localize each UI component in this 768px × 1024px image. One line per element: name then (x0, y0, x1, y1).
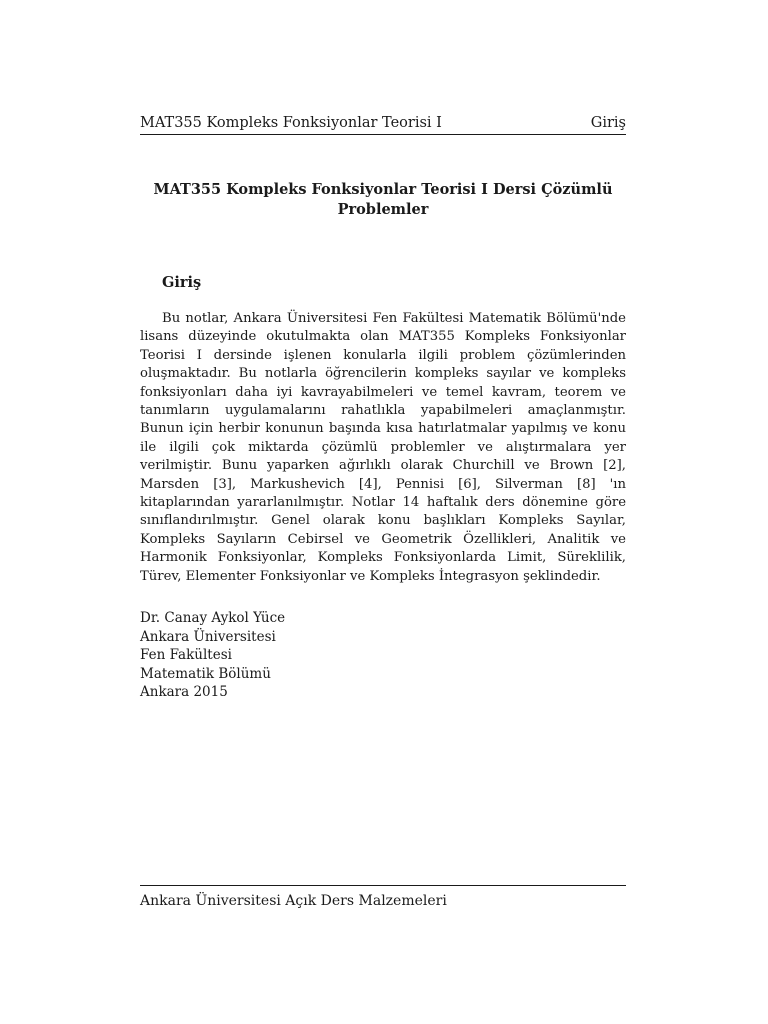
intro-paragraph: Bu notlar, Ankara Üniversitesi Fen Fakültesi Matematik Bölümü'nde lisans düzeyinde okutulmakta olan MAT355 Kompleks Fonksiyonlar Teorisi I dersinde işlenen konularla ilgili problem çözümlerinden oluşmaktadır. Bu notlarla öğrencilerin kompleks sayılar ve kompleks fonksiyonları daha iyi kavrayabilmeleri ve temel kavram, teorem ve tanımların uygulamalarını rahatlıkla yapabilmeleri amaçlanmıştır. Bunun için herbir konunun başında kısa hatırlatmalar yapılmış ve konu ile ilgili çok miktarda çözümlü problemler ve alıştırmalara yer verilmiştir. Bunu yaparken ağırlıklı olarak Churchill ve Brown [2], Marsden [3], Markushevich [4], Pennisi [6], Silverman [8] 'ın kitaplarından yararlanılmıştır. Notlar 14 haftalık ders dönemine göre sınıflandırılmıştır. Genel olarak konu başlıkları Kompleks Sayılar, Kompleks Sayıların Cebirsel ve Geometrik Özellikleri, Analitik ve Harmonik Fonksiyonlar, Kompleks Fonksiyonlarda Limit, Süreklilik, Türev, Elementer Fonksiyonlar ve Kompleks İntegrasyon şeklindedir. (140, 311, 626, 584)
document-title-line-1: MAT355 Kompleks Fonksiyonlar Teorisi I Dersi Çözümlü (153, 181, 613, 198)
author-faculty: Fen Fakültesi (140, 647, 232, 664)
footer-rule (140, 885, 626, 886)
running-header (140, 114, 626, 132)
header-rule (140, 134, 626, 135)
document-page (140, 0, 626, 1024)
running-footer: Ankara Üniversitesi Açık Ders Malzemeleri (140, 893, 447, 909)
header-section-title: Giriş (590, 115, 626, 131)
header-course-title: MAT355 Kompleks Fonksiyonlar Teorisi I (140, 115, 442, 131)
author-signature-block (140, 609, 285, 702)
author-name: Dr. Canay Aykol Yüce (140, 610, 286, 626)
document-title-line-2: Problemler (337, 201, 429, 218)
document-title (140, 180, 626, 220)
section-heading: Giriş (162, 274, 202, 291)
author-university: Ankara Üniversitesi (140, 628, 276, 645)
author-department: Matematik Bölümü (140, 665, 271, 682)
author-place-year: Ankara 2015 (140, 684, 228, 701)
